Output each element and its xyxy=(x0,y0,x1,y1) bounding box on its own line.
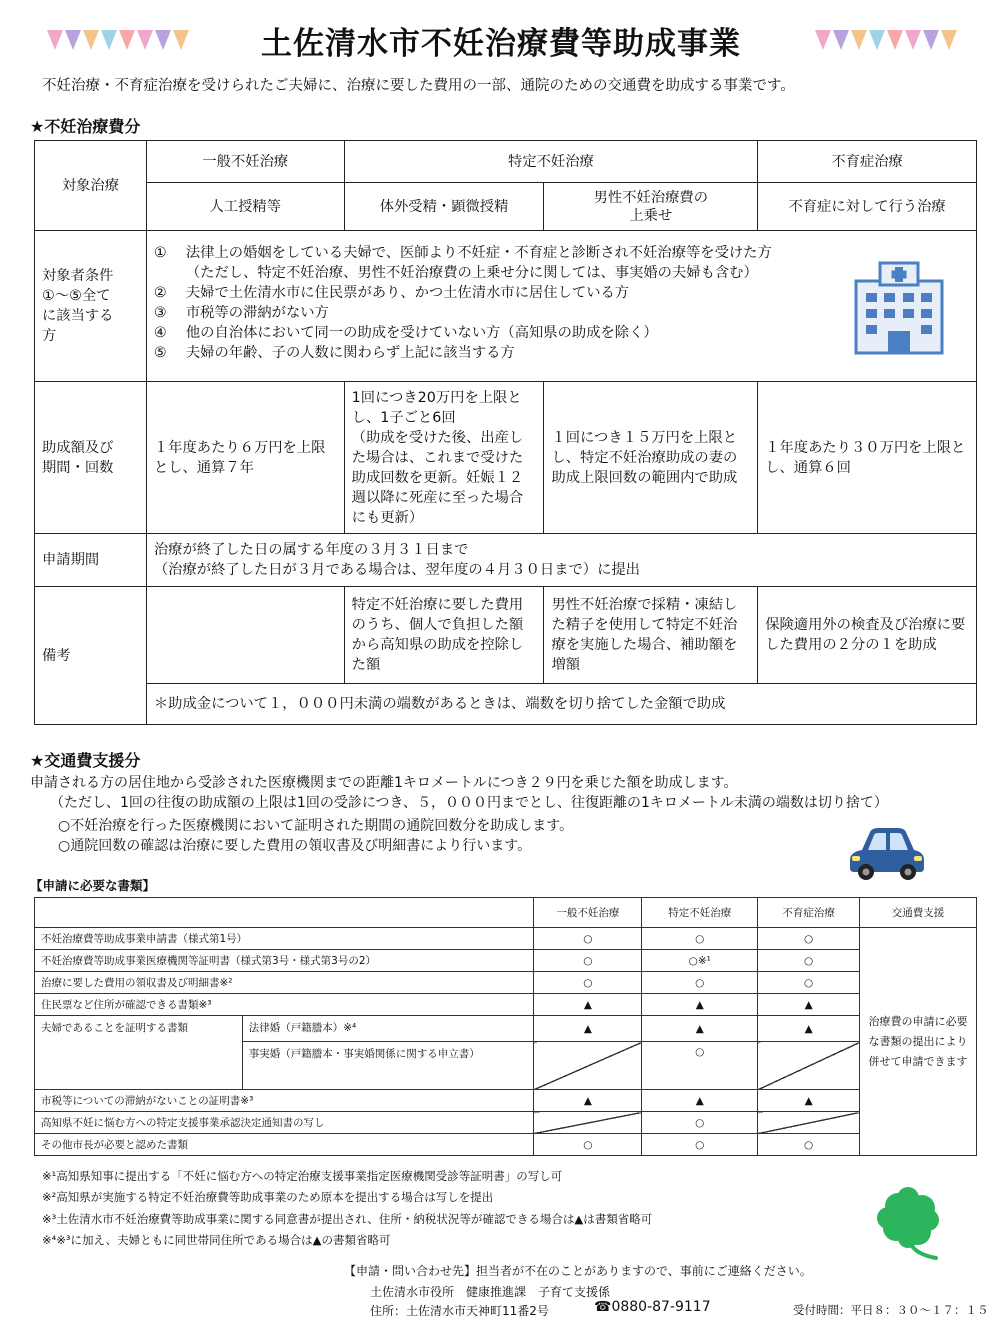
doc-row-name: 高知県不妊に悩む方への特定支援事業承認決定通知書の写し xyxy=(35,1112,534,1134)
remarks-label: 備考 xyxy=(35,587,147,725)
eligibility-item-number: ③ xyxy=(153,305,167,321)
eligibility-item-number: ② xyxy=(153,285,167,301)
doc-mark: ▲ xyxy=(758,1016,860,1042)
footnote-4: ※⁴※³に加え、夫婦ともに同世帯同住所である場合は▲の書類省略可 xyxy=(42,1233,391,1247)
docs-col-general: 一般不妊治療 xyxy=(534,898,642,928)
section-infertility-heading: ★不妊治療費分 xyxy=(30,117,141,136)
amount-general: １年度あたり６万円を上限とし、通算７年 xyxy=(146,382,344,534)
remarks-recurrent: 保険適用外の検査及び治療に要した費用の２分の１を助成 xyxy=(758,587,977,684)
doc-mark: ○※¹ xyxy=(642,950,758,972)
doc-row-name: 夫婦であることを証明する書類 xyxy=(35,1016,243,1090)
intro-text: 不妊治療・不育症治療を受けられたご夫婦に、治療に要した費用の一部、通院のための交通費を助成する事業です。 xyxy=(42,78,795,94)
doc-mark: ▲ xyxy=(642,1090,758,1112)
doc-mark: ▲ xyxy=(534,1016,642,1042)
doc-row-name: 不妊治療費等助成事業医療機関等証明書（様式第3号・様式第3号の2） xyxy=(35,950,534,972)
doc-na-cell xyxy=(534,1042,642,1090)
remarks-general xyxy=(146,587,344,684)
eligibility-label: 対象者条件 ①～⑤全て に該当する 方 xyxy=(35,231,147,382)
remarks-note: ＊助成金について１，０００円未満の端数があるときは、端数を切り捨てした金額で助成 xyxy=(146,684,976,725)
doc-mark: ○ xyxy=(758,928,860,950)
header-artificial: 人工授精等 xyxy=(146,183,344,231)
doc-row-name: 市税等についての滞納がないことの証明書※³ xyxy=(35,1090,534,1112)
eligibility-item-text: 他の自治体において同一の助成を受けていない方（高知県の助成を除く） xyxy=(185,325,658,341)
car-icon xyxy=(848,826,926,882)
header-general: 一般不妊治療 xyxy=(146,141,344,183)
amount-recurrent: １年度あたり３０万円を上限とし、通算６回 xyxy=(758,382,977,534)
doc-mark: ○ xyxy=(758,950,860,972)
doc-row-name: 住民票など住所が確認できる書類※³ xyxy=(35,994,534,1016)
amount-label: 助成額及び 期間・回数 xyxy=(35,382,147,534)
contact-address: 住所：土佐清水市天神町11番2号 xyxy=(370,1304,549,1318)
doc-mark: ▲ xyxy=(642,1016,758,1042)
doc-mark: ▲ xyxy=(758,994,860,1016)
eligibility-item-number: ⑤ xyxy=(153,345,167,361)
docs-header-blank xyxy=(35,898,534,928)
contact-office: 土佐清水市役所 健康推進課 子育て支援係 xyxy=(370,1285,611,1299)
doc-mark: ○ xyxy=(758,972,860,994)
transport-line1: 申請される方の居住地から受診された医療機関までの距離1キロメートルにつき２９円を乗じた額を助成します。 xyxy=(30,775,738,791)
transport-line4: ○通院回数の確認は治療に要した費用の領収書及び明細書により行います。 xyxy=(58,838,532,854)
amount-ivf: 1回につき20万円を上限とし、1子ごと6回 （助成を受けた後、出産した場合は、これまで受けた助成回数を更新。妊娠１２週以降に死産に至った場合にも更新） xyxy=(344,382,544,534)
doc-mark: ○ xyxy=(642,1112,758,1134)
eligibility-item-text: 市税等の滞納がない方 xyxy=(185,305,329,321)
doc-row-sub: 事実婚（戸籍謄本・事実婚関係に関する申立書） xyxy=(242,1042,534,1090)
footnote-2: ※²高知県が実施する特定不妊治療費等助成事業のため原本を提出する場合は写しを提出 xyxy=(42,1190,494,1204)
footnote-1: ※¹高知県知事に提出する「不妊に悩む方への特定治療支援事業指定医療機関受診等証明書」の写し可 xyxy=(42,1169,563,1183)
doc-mark: ○ xyxy=(534,950,642,972)
doc-mark: ○ xyxy=(642,1134,758,1156)
remarks-male: 男性不妊治療で採精・凍結した精子を使用して特定不妊治療を実施した場合、補助額を増額 xyxy=(544,587,758,684)
period-text: 治療が終了した日の属する年度の３月３１日まで （治療が終了した日が３月である場合は、翌年度の４月３０日まで）に提出 xyxy=(146,534,976,587)
doc-mark: ○ xyxy=(758,1134,860,1156)
page-title: 土佐清水市不妊治療費等助成事業 xyxy=(261,26,741,62)
contact-heading: 【申請・問い合わせ先】担当者が不在のことがありますので、事前にご連絡ください。 xyxy=(344,1264,812,1278)
infertility-cost-table xyxy=(34,140,977,725)
footnote-3: ※³土佐清水市不妊治療費等助成事業に関する同意書が提出され、住所・納税状況等が確認できる場合は▲は書類省略可 xyxy=(42,1212,653,1226)
header-recurrent: 不育症治療 xyxy=(758,141,977,183)
eligibility-list xyxy=(154,243,969,363)
remarks-ivf: 特定不妊治療に要した費用のうち、個人で負担した額から高知県の助成を控除した額 xyxy=(344,587,544,684)
eligibility-item xyxy=(154,303,969,323)
doc-mark: ○ xyxy=(534,972,642,994)
eligibility-item xyxy=(154,243,969,283)
docs-col-recurrent: 不育症治療 xyxy=(758,898,860,928)
doc-row-name: 不妊治療費等助成事業申請書（様式第1号） xyxy=(35,928,534,950)
doc-mark: ○ xyxy=(534,1134,642,1156)
doc-mark: ▲ xyxy=(534,994,642,1016)
header-target: 対象治療 xyxy=(35,141,147,231)
doc-mark: ▲ xyxy=(642,994,758,1016)
doc-na-cell xyxy=(758,1112,860,1134)
eligibility-item xyxy=(154,343,969,363)
eligibility-item-number: ④ xyxy=(153,325,167,341)
doc-row-name: 治療に要した費用の領収書及び明細書※² xyxy=(35,972,534,994)
doc-mark: ▲ xyxy=(758,1090,860,1112)
doc-row-sub: 法律婚（戸籍謄本）※⁴ xyxy=(242,1016,534,1042)
eligibility-item-text: 夫婦の年齢、子の人数に関わらず上記に該当する方 xyxy=(185,345,515,361)
contact-hours: 受付時間：平日８：３０～１７：１５ xyxy=(793,1303,989,1317)
eligibility-cell xyxy=(146,231,976,382)
amount-male: １回につき１５万円を上限とし、特定不妊治療助成の妻の助成上限回数の範囲内で助成 xyxy=(544,382,758,534)
documents-table xyxy=(34,897,977,1156)
doc-mark: ○ xyxy=(534,928,642,950)
hospital-icon xyxy=(854,259,944,355)
doc-row-name: その他市長が必要と認めた書類 xyxy=(35,1134,534,1156)
doc-na-cell xyxy=(758,1042,860,1090)
docs-col-specific: 特定不妊治療 xyxy=(642,898,758,928)
docs-col-transport: 交通費支援 xyxy=(860,898,977,928)
header-male: 男性不妊治療費の 上乗せ xyxy=(544,183,758,231)
doc-na-cell xyxy=(534,1112,642,1134)
clover-icon xyxy=(874,1186,946,1262)
doc-mark: ○ xyxy=(642,972,758,994)
transport-docs-note: 治療費の申請に必要な書類の提出により併せて申請できます xyxy=(860,928,977,1156)
transport-line3: ○不妊治療を行った医療機関において証明された期間の通院回数分を助成します。 xyxy=(58,818,574,834)
period-label: 申請期間 xyxy=(35,534,147,587)
contact-phone: ☎0880-87-9117 xyxy=(594,1299,711,1315)
eligibility-item-number: ① xyxy=(153,245,167,261)
doc-mark: ▲ xyxy=(534,1090,642,1112)
eligibility-item xyxy=(154,283,969,303)
eligibility-item-text: 法律上の婚姻をしている夫婦で、医師より不妊症・不育症と診断され不妊治療等を受けた方 （ただし、特定不妊治療、男性不妊治療費の上乗せ分に関しては、事実婚の夫婦も含む） xyxy=(185,245,772,281)
eligibility-item xyxy=(154,323,969,343)
section-transport-heading: ★交通費支援分 xyxy=(30,751,141,770)
header-specific: 特定不妊治療 xyxy=(344,141,758,183)
header-recurrent-sub: 不育症に対して行う治療 xyxy=(758,183,977,231)
doc-mark: ○ xyxy=(642,928,758,950)
documents-heading: 【申請に必要な書類】 xyxy=(30,878,156,893)
doc-mark: ○ xyxy=(642,1042,758,1090)
eligibility-item-text: 夫婦で土佐清水市に住民票があり、かつ土佐清水市に居住している方 xyxy=(185,285,630,301)
transport-line2: （ただし、1回の往復の助成額の上限は1回の受診につき、５，０００円までとし、往復距離の1キロメートル未満の端数は切り捨て） xyxy=(50,795,888,811)
header-ivf: 体外受精・顕微授精 xyxy=(344,183,544,231)
